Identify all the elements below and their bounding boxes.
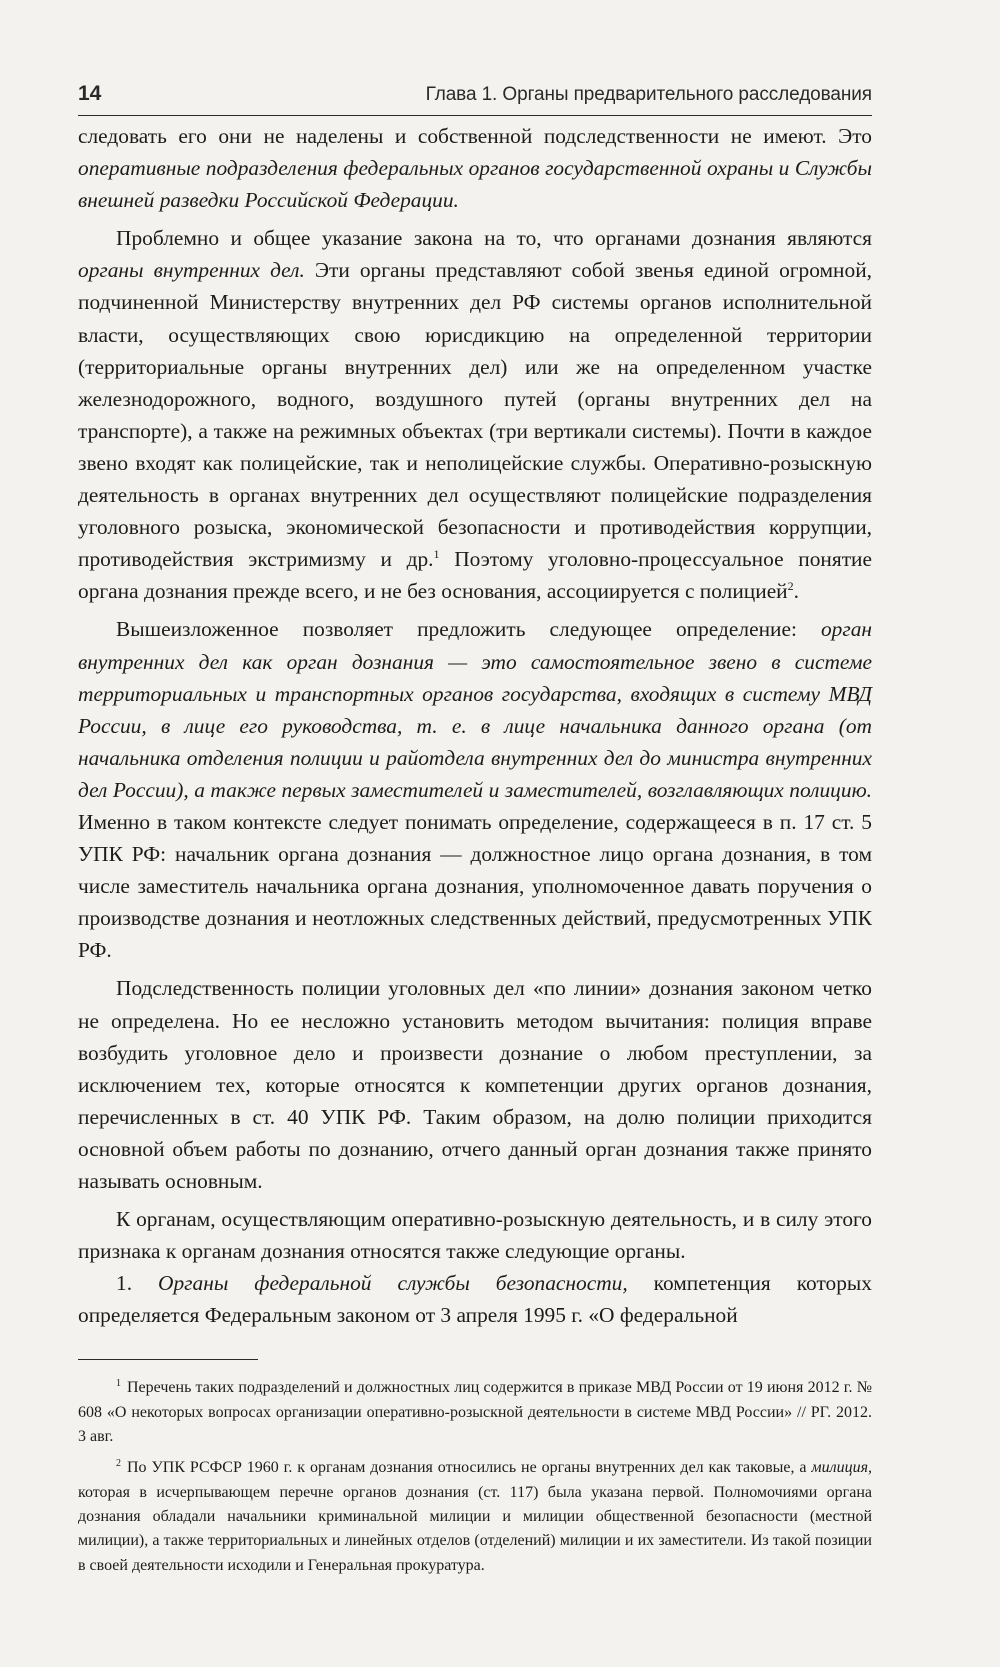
paragraph-text: Вышеизложенное позволяет предложить следующее определение:: [116, 617, 821, 642]
footnote-divider: [78, 1359, 258, 1360]
paragraph-text: компетенция которых определяется Федеральным законом от 3 апреля 1995 г. «О федеральной: [78, 1271, 872, 1328]
book-page: [78, 80, 872, 1578]
footnote-text: которая в исчерпывающем перечне органов дознания (ст. 117) была указана первой. Полномочиями органа дознания обладали начальники криминальной милиции и милиции общественной безопасности (местной милиции), а также территориальных и линейных отделов (отделений) милиции и их заместители. Из такой позиции в своей деятельности исходили и Генеральная прокуратура.: [78, 1483, 872, 1574]
list-item-fsb: [78, 1267, 872, 1331]
main-text: [78, 120, 872, 1331]
paragraph-jurisdiction: Подследственность полиции уголовных дел «по линии» дознания законом четко не определена. Но ее несложно установить методом вычитания: полиция вправе возбудить уголовное дело и произвести дознание о любом преступлении, за исключением тех, которые относятся к компетенции других органов дознания, перечисленных в ст. 40 УПК РФ. Таким образом, на долю полиции приходится основной объем работы по дознанию, отчего данный орган дознания также принято называть основным.: [78, 976, 872, 1193]
definition-text: орган внутренних дел как орган дознания — это самостоятельное звено в системе территориальных и транспортных органов государства, входящих в систему МВД России, в лице его руководства, т. е. в лице начальника данного органа (от начальника отделения полиции и райотдела внутренних дел до министра внутренних дел России), а также первых заместителей и заместителей, возглавляющих полицию.: [78, 617, 872, 802]
footnote-mark: 1: [116, 1378, 121, 1390]
page-number: 14: [78, 82, 102, 105]
footnote-mark: 2: [116, 1458, 121, 1470]
emphasis-text: оперативные подразделения федеральных органов государственной охраны и Службы внешней разведки Российской Федерации.: [78, 156, 872, 213]
list-number-text: 1.: [116, 1271, 159, 1296]
emphasis-text: милиция,: [811, 1459, 872, 1477]
footnotes: [78, 1376, 872, 1577]
paragraph-text: .: [793, 579, 799, 604]
footnote-text: Перечень таких подразделений и должностных лиц содержится в приказе МВД России от 19 июня 2012 г. № 608 «О некоторых вопросах организации оперативно-розыскной деятельности в системе МВД России» // РГ. 2012. 3 авг.: [78, 1379, 872, 1446]
footnote-1: [78, 1376, 872, 1449]
footnote-ref-1[interactable]: 1: [433, 547, 440, 562]
paragraph-definition: [78, 613, 872, 966]
emphasis-text: органы внутренних дел.: [78, 258, 305, 283]
emphasis-text: Органы федеральной службы безопасности,: [158, 1271, 628, 1296]
paragraph-text: Поэтому уголовно-процессуальное понятие органа дознания прежде всего, и не без основания, ассоциируется с полицией: [78, 547, 872, 604]
chapter-title: Глава 1. Органы предварительного расследования: [425, 84, 872, 105]
paragraph-continued: [78, 120, 872, 216]
footnote-text: По УПК РСФСР 1960 г. к органам дознания относились не органы внутренних дел как таковые, а: [127, 1459, 812, 1477]
footnote-2: [78, 1456, 872, 1577]
paragraph-text: следовать его они не наделены и собственной подследственности не имеют. Это: [78, 124, 872, 148]
paragraph-other-organs: К органам, осуществляющим оперативно-розыскную деятельность, и в силу этого признака к органам дознания относятся также следующие органы.: [78, 1207, 872, 1264]
paragraph-text: Эти органы представляют собой звенья единой огромной, подчиненной Министерству внутренних дел РФ системы органов исполнительной власти, осуществляющих свою юрисдикцию на определенной территории (территориальные органы внутренних дел) или же на определенном участке железнодорожного, водного, воздушного путей (органы внутренних дел на транспорте), а также на режимных объектах (три вертикали системы). Почти в каждое звено входят как полицейские, так и неполицейские службы. Оперативно-розыскную деятельность в органах внутренних дел осуществляют полицейские подразделения уголовного розыска, экономической безопасности и противодействия коррупции, противодействия экстримизму и др.: [78, 258, 872, 572]
paragraph-text: Проблемно и общее указание закона на то, что органами дознания являются: [116, 226, 872, 251]
paragraph-text: Именно в таком контексте следует понимать определение, содержащееся в п. 17 ст. 5 УПК РФ: начальник органа дознания — должностное лицо органа дознания, в том числе заместитель начальника органа дознания, уполномоченное давать поручения о производстве дознания и неотложных следственных действий, предусмотренных УПК РФ.: [78, 809, 872, 963]
running-head: [78, 80, 872, 116]
paragraph-internal-affairs: [78, 222, 872, 607]
footnote-ref-2[interactable]: 2: [787, 579, 794, 594]
